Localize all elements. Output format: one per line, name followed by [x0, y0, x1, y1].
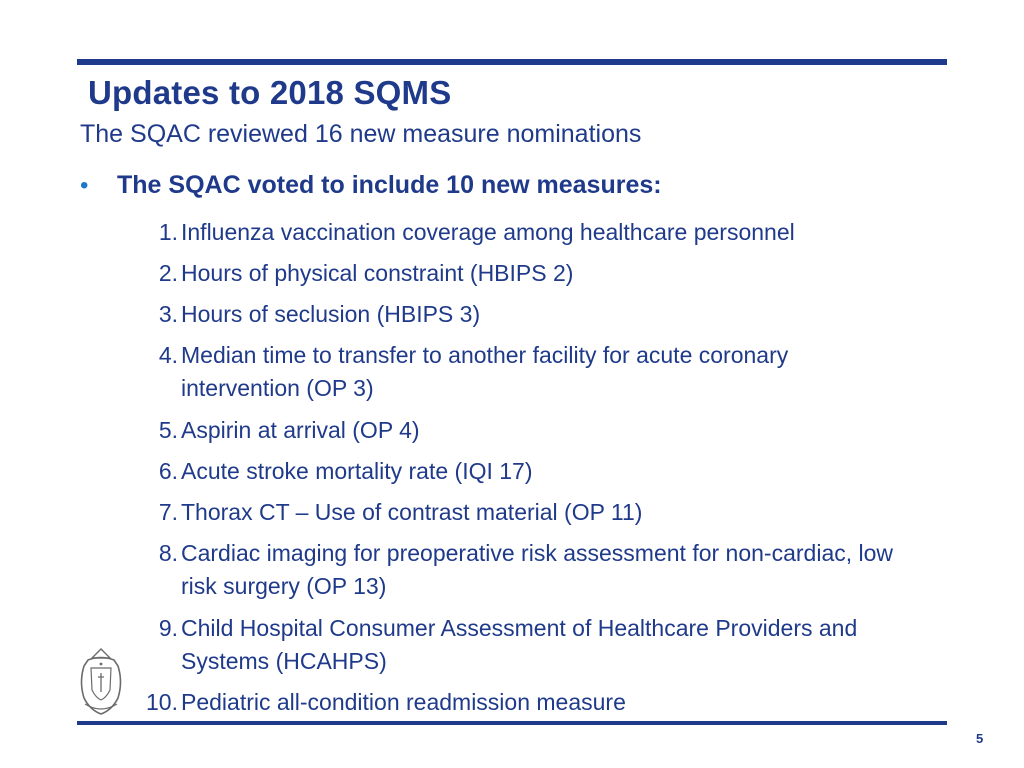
list-item-text: Influenza vaccination coverage among healthcare personnel	[181, 219, 795, 245]
list-item-number: 10.	[146, 689, 178, 715]
list-item-text: Hours of physical constraint (HBIPS 2)	[181, 260, 574, 286]
list-item-number: 2.	[158, 260, 178, 286]
bullet-dot-icon: •	[80, 172, 89, 199]
list-item-number: 9.	[158, 615, 178, 641]
list-item-text: Thorax CT – Use of contrast material (OP 11)	[181, 499, 643, 525]
bullet-text: The SQAC voted to include 10 new measures:	[117, 171, 662, 199]
bullet-point	[80, 171, 780, 200]
page-number: 5	[976, 731, 984, 746]
state-seal-icon	[74, 646, 128, 716]
list-item-number: 7.	[158, 499, 178, 525]
list-item-number: 6.	[158, 458, 178, 484]
slide-title: Updates to 2018 SQMS	[88, 74, 452, 111]
list-item-number: 8.	[158, 540, 178, 566]
top-divider	[77, 59, 947, 65]
list-item-number: 1.	[158, 219, 178, 245]
list-item-text: Child Hospital Consumer Assessment of Healthcare Providers and Systems (HCAHPS)	[181, 615, 858, 674]
list-item-number: 4.	[158, 342, 178, 368]
list-item-text: Hours of seclusion (HBIPS 3)	[181, 301, 481, 327]
list-item-text: Cardiac imaging for preoperative risk assessment for non-cardiac, low risk surgery (OP 13)	[181, 540, 894, 599]
list-item-text: Pediatric all-condition readmission measure	[181, 689, 626, 715]
list-item-text: Aspirin at arrival (OP 4)	[181, 417, 420, 443]
list-item-number: 5.	[158, 417, 178, 443]
list-item-text: Median time to transfer to another facility for acute coronary intervention (OP 3)	[181, 342, 789, 401]
bottom-divider	[77, 721, 947, 725]
list-item-number: 3.	[158, 301, 178, 327]
list-item-text: Acute stroke mortality rate (IQI 17)	[181, 458, 533, 484]
slide-subtitle: The SQAC reviewed 16 new measure nominations	[80, 120, 642, 148]
